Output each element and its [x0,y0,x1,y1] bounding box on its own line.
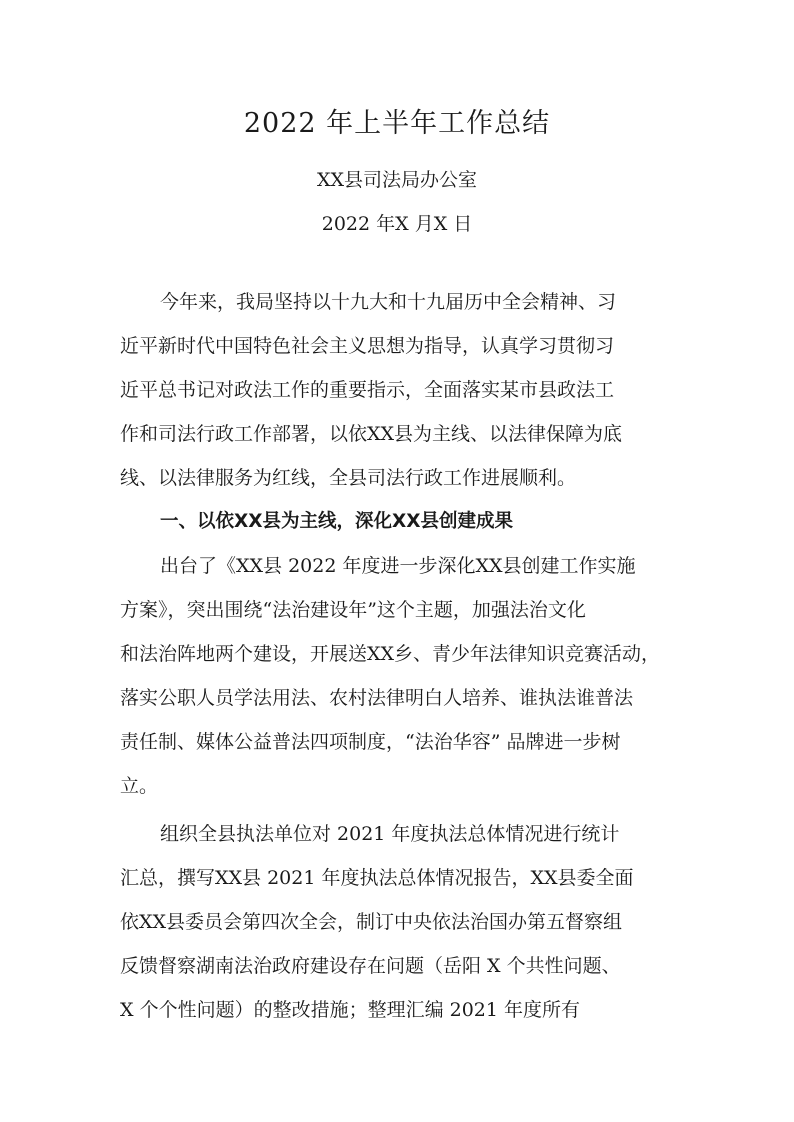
paragraph-line: 作和司法行政工作部署，以依XX县为主线、以法律保障为底 [120,423,623,445]
paragraph-line: 和法治阵地两个建设，开展送XX乡、青少年法律知识竞赛活动， [120,643,661,665]
paragraph-line: 近平总书记对政法工作的重要指示，全面落实某市县政法工 [120,379,615,401]
document-title: 2022 年上半年工作总结 [243,108,551,139]
paragraph-line: 立。 [120,775,159,797]
paragraph-line: 出台了《XX县 2022 年度进一步深化XX县创建工作实施 [160,555,636,577]
paragraph-line: 方案》，突出围绕“法治建设年”这个主题，加强法治文化 [120,599,586,621]
document-date: 2022 年X 月X 日 [321,213,473,235]
organization-name: XX县司法局办公室 [316,169,478,191]
paragraph-line: 责任制、媒体公益普法四项制度，“法治华容” 品牌进一步树 [120,731,621,753]
paragraph-line: 组织全县执法单位对 2021 年度执法总体情况进行统计 [160,823,620,845]
paragraph-line: 落实公职人员学法用法、农村法律明白人培养、谁执法谁普法 [120,687,634,709]
paragraph-line: 近平新时代中国特色社会主义思想为指导，认真学习贯彻习 [120,335,615,357]
paragraph-line: 今年来，我局坚持以十九大和十九届历中全会精神、习 [160,291,617,313]
paragraph-line: 线、以法律服务为红线，全县司法行政工作进展顺利。 [120,467,577,489]
paragraph-line: X 个个性问题）的整改措施；整理汇编 2021 年度所有 [120,999,580,1021]
paragraph-line: 反馈督察湖南法治政府建设存在问题（岳阳 X 个共性问题、 [120,955,621,977]
paragraph-line: 汇总，撰写XX县 2021 年度执法总体情况报告，XX县委全面 [120,867,634,889]
section-heading: 一、以依XX县为主线，深化XX县创建成果 [160,511,514,532]
paragraph-line: 依XX县委员会第四次全会，制订中央依法治国办第五督察组 [120,911,623,933]
